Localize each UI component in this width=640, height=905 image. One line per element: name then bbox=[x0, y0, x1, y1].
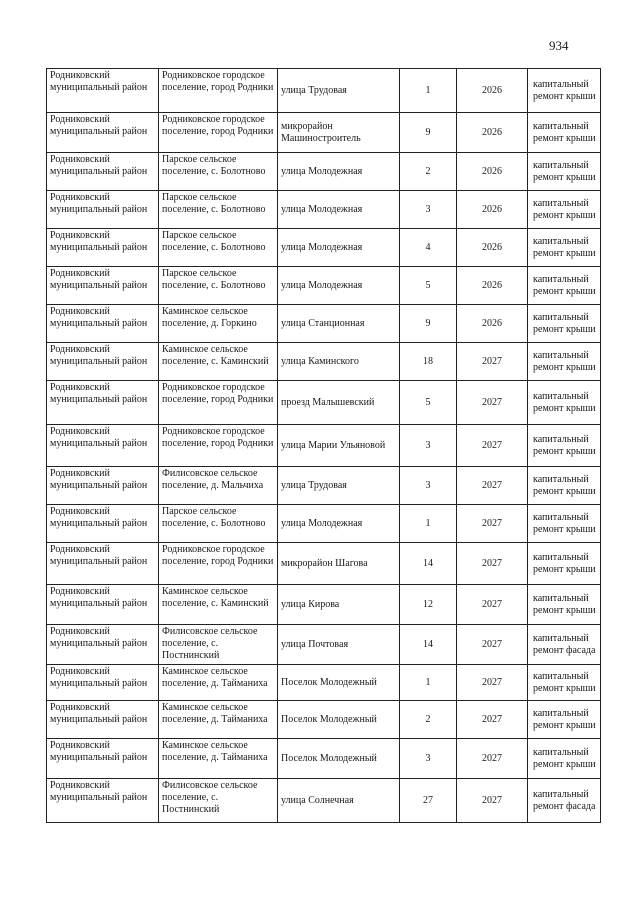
settlement-cell: Парское сельское поселение, с. Болотново bbox=[159, 267, 278, 305]
work-type-cell: капитальный ремонт крыши bbox=[528, 467, 601, 505]
street-cell: улица Солнечная bbox=[278, 779, 400, 823]
house-number-cell: 14 bbox=[400, 543, 457, 585]
street-cell: улица Молодежная bbox=[278, 229, 400, 267]
work-type-cell: капитальный ремонт крыши bbox=[528, 665, 601, 701]
year-cell: 2026 bbox=[457, 113, 528, 153]
house-number-cell: 18 bbox=[400, 343, 457, 381]
table-row bbox=[47, 739, 601, 779]
house-number-cell: 2 bbox=[400, 701, 457, 739]
table-row bbox=[47, 191, 601, 229]
settlement-cell: Филисовское сельское поселение, с. Постнинский bbox=[159, 779, 278, 823]
house-number-cell: 3 bbox=[400, 425, 457, 467]
settlement-cell: Каминское сельское поселение, д. Тайманиха bbox=[159, 665, 278, 701]
house-number-cell: 4 bbox=[400, 229, 457, 267]
district-cell: Родниковский муниципальный район bbox=[47, 343, 159, 381]
district-cell: Родниковский муниципальный район bbox=[47, 701, 159, 739]
street-cell: улица Кирова bbox=[278, 585, 400, 625]
work-type-cell: капитальный ремонт крыши bbox=[528, 69, 601, 113]
district-cell: Родниковский муниципальный район bbox=[47, 779, 159, 823]
district-cell: Родниковский муниципальный район bbox=[47, 305, 159, 343]
year-cell: 2027 bbox=[457, 543, 528, 585]
street-cell: улица Молодежная bbox=[278, 505, 400, 543]
district-cell: Родниковский муниципальный район bbox=[47, 69, 159, 113]
settlement-cell: Филисовское сельское поселение, д. Мальчиха bbox=[159, 467, 278, 505]
work-type-cell: капитальный ремонт фасада bbox=[528, 625, 601, 665]
district-cell: Родниковский муниципальный район bbox=[47, 229, 159, 267]
year-cell: 2026 bbox=[457, 69, 528, 113]
house-number-cell: 3 bbox=[400, 191, 457, 229]
table-row bbox=[47, 505, 601, 543]
year-cell: 2027 bbox=[457, 701, 528, 739]
table-row bbox=[47, 153, 601, 191]
table-row bbox=[47, 381, 601, 425]
year-cell: 2026 bbox=[457, 229, 528, 267]
year-cell: 2026 bbox=[457, 267, 528, 305]
table-row bbox=[47, 701, 601, 739]
work-type-cell: капитальный ремонт крыши bbox=[528, 505, 601, 543]
work-type-cell: капитальный ремонт крыши bbox=[528, 305, 601, 343]
street-cell: проезд Малышевский bbox=[278, 381, 400, 425]
street-cell: улица Марии Ульяновой bbox=[278, 425, 400, 467]
settlement-cell: Парское сельское поселение, с. Болотново bbox=[159, 229, 278, 267]
district-cell: Родниковский муниципальный район bbox=[47, 381, 159, 425]
work-type-cell: капитальный ремонт фасада bbox=[528, 779, 601, 823]
work-type-cell: капитальный ремонт крыши bbox=[528, 191, 601, 229]
year-cell: 2027 bbox=[457, 665, 528, 701]
settlement-cell: Родниковское городское поселение, город Родники bbox=[159, 381, 278, 425]
work-type-cell: капитальный ремонт крыши bbox=[528, 113, 601, 153]
table-row bbox=[47, 467, 601, 505]
street-cell: улица Молодежная bbox=[278, 153, 400, 191]
district-cell: Родниковский муниципальный район bbox=[47, 739, 159, 779]
table-row bbox=[47, 585, 601, 625]
district-cell: Родниковский муниципальный район bbox=[47, 425, 159, 467]
settlement-cell: Парское сельское поселение, с. Болотново bbox=[159, 153, 278, 191]
house-number-cell: 3 bbox=[400, 467, 457, 505]
district-cell: Родниковский муниципальный район bbox=[47, 585, 159, 625]
table-row bbox=[47, 267, 601, 305]
repair-schedule-table bbox=[46, 68, 601, 823]
year-cell: 2027 bbox=[457, 425, 528, 467]
table-row bbox=[47, 113, 601, 153]
table-row bbox=[47, 305, 601, 343]
street-cell: микрорайон Машиностроитель bbox=[278, 113, 400, 153]
settlement-cell: Каминское сельское поселение, д. Тайманиха bbox=[159, 701, 278, 739]
street-cell: улица Трудовая bbox=[278, 69, 400, 113]
work-type-cell: капитальный ремонт крыши bbox=[528, 229, 601, 267]
settlement-cell: Родниковское городское поселение, город Родники bbox=[159, 425, 278, 467]
house-number-cell: 9 bbox=[400, 305, 457, 343]
year-cell: 2027 bbox=[457, 585, 528, 625]
street-cell: улица Станционная bbox=[278, 305, 400, 343]
house-number-cell: 27 bbox=[400, 779, 457, 823]
street-cell: улица Молодежная bbox=[278, 191, 400, 229]
house-number-cell: 3 bbox=[400, 739, 457, 779]
house-number-cell: 2 bbox=[400, 153, 457, 191]
year-cell: 2027 bbox=[457, 505, 528, 543]
year-cell: 2027 bbox=[457, 739, 528, 779]
work-type-cell: капитальный ремонт крыши bbox=[528, 267, 601, 305]
district-cell: Родниковский муниципальный район bbox=[47, 505, 159, 543]
district-cell: Родниковский муниципальный район bbox=[47, 665, 159, 701]
street-cell: улица Молодежная bbox=[278, 267, 400, 305]
work-type-cell: капитальный ремонт крыши bbox=[528, 543, 601, 585]
house-number-cell: 12 bbox=[400, 585, 457, 625]
year-cell: 2026 bbox=[457, 153, 528, 191]
work-type-cell: капитальный ремонт крыши bbox=[528, 153, 601, 191]
year-cell: 2026 bbox=[457, 191, 528, 229]
street-cell: улица Почтовая bbox=[278, 625, 400, 665]
district-cell: Родниковский муниципальный район bbox=[47, 191, 159, 229]
street-cell: улица Трудовая bbox=[278, 467, 400, 505]
table-row bbox=[47, 625, 601, 665]
work-type-cell: капитальный ремонт крыши bbox=[528, 343, 601, 381]
table-body bbox=[47, 69, 601, 823]
settlement-cell: Каминское сельское поселение, д. Горкино bbox=[159, 305, 278, 343]
table-row bbox=[47, 543, 601, 585]
street-cell: Поселок Молодежный bbox=[278, 739, 400, 779]
house-number-cell: 1 bbox=[400, 69, 457, 113]
year-cell: 2027 bbox=[457, 343, 528, 381]
year-cell: 2027 bbox=[457, 779, 528, 823]
district-cell: Родниковский муниципальный район bbox=[47, 267, 159, 305]
house-number-cell: 14 bbox=[400, 625, 457, 665]
year-cell: 2027 bbox=[457, 625, 528, 665]
work-type-cell: капитальный ремонт крыши bbox=[528, 425, 601, 467]
street-cell: Поселок Молодежный bbox=[278, 701, 400, 739]
street-cell: микрорайон Шагова bbox=[278, 543, 400, 585]
street-cell: улица Каминского bbox=[278, 343, 400, 381]
house-number-cell: 5 bbox=[400, 267, 457, 305]
work-type-cell: капитальный ремонт крыши bbox=[528, 701, 601, 739]
table-row bbox=[47, 69, 601, 113]
district-cell: Родниковский муниципальный район bbox=[47, 625, 159, 665]
table-row bbox=[47, 229, 601, 267]
street-cell: Поселок Молодежный bbox=[278, 665, 400, 701]
table-row bbox=[47, 779, 601, 823]
settlement-cell: Каминское сельское поселение, с. Каминский bbox=[159, 343, 278, 381]
work-type-cell: капитальный ремонт крыши bbox=[528, 585, 601, 625]
district-cell: Родниковский муниципальный район bbox=[47, 113, 159, 153]
house-number-cell: 9 bbox=[400, 113, 457, 153]
house-number-cell: 5 bbox=[400, 381, 457, 425]
work-type-cell: капитальный ремонт крыши bbox=[528, 381, 601, 425]
house-number-cell: 1 bbox=[400, 505, 457, 543]
district-cell: Родниковский муниципальный район bbox=[47, 153, 159, 191]
house-number-cell: 1 bbox=[400, 665, 457, 701]
settlement-cell: Родниковское городское поселение, город Родники bbox=[159, 543, 278, 585]
page-number: 934 bbox=[549, 38, 569, 53]
year-cell: 2026 bbox=[457, 305, 528, 343]
work-type-cell: капитальный ремонт крыши bbox=[528, 739, 601, 779]
settlement-cell: Филисовское сельское поселение, с. Постнинский bbox=[159, 625, 278, 665]
table-row bbox=[47, 425, 601, 467]
table-row bbox=[47, 665, 601, 701]
settlement-cell: Парское сельское поселение, с. Болотново bbox=[159, 505, 278, 543]
settlement-cell: Каминское сельское поселение, д. Тайманиха bbox=[159, 739, 278, 779]
district-cell: Родниковский муниципальный район bbox=[47, 543, 159, 585]
settlement-cell: Парское сельское поселение, с. Болотново bbox=[159, 191, 278, 229]
year-cell: 2027 bbox=[457, 467, 528, 505]
settlement-cell: Каминское сельское поселение, с. Каминский bbox=[159, 585, 278, 625]
table-row bbox=[47, 343, 601, 381]
settlement-cell: Родниковское городское поселение, город Родники bbox=[159, 113, 278, 153]
settlement-cell: Родниковское городское поселение, город Родники bbox=[159, 69, 278, 113]
year-cell: 2027 bbox=[457, 381, 528, 425]
district-cell: Родниковский муниципальный район bbox=[47, 467, 159, 505]
